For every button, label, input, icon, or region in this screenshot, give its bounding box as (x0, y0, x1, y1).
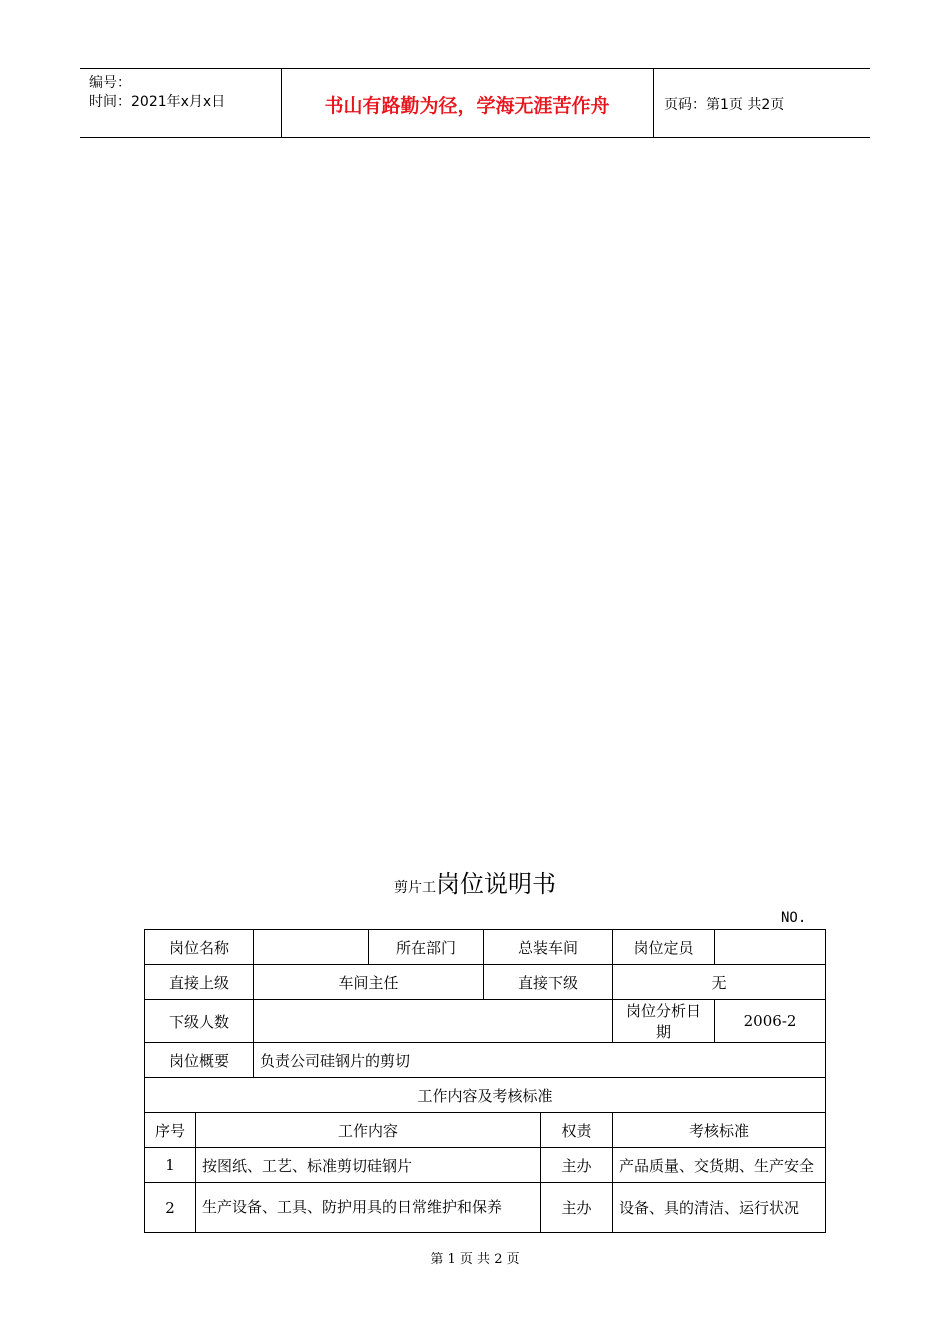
table-cell: 按图纸、工艺、标准剪切硅钢片 (196, 1148, 541, 1183)
section-title: 工作内容及考核标准 (145, 1078, 826, 1113)
table-row (145, 1000, 826, 1043)
table-row (145, 1078, 826, 1113)
table-row (145, 1148, 826, 1183)
table-header-row (145, 1113, 826, 1148)
table-cell: 所在部门 (369, 930, 484, 965)
table-row (145, 1043, 826, 1078)
table-row (145, 1183, 826, 1233)
table-cell: 无 (613, 965, 826, 1000)
table-cell: 总装车间 (484, 930, 613, 965)
table-cell: 负责公司硅钢片的剪切 (254, 1043, 826, 1078)
table-cell: 产品质量、交货期、生产安全 (613, 1148, 826, 1183)
job-description-table (144, 929, 826, 1233)
number-label: NO. (781, 910, 807, 926)
table-cell: 主办 (541, 1148, 613, 1183)
title-main: 岗位说明书 (436, 870, 556, 898)
table-cell: 下级人数 (145, 1000, 254, 1043)
header-motto-cell (281, 69, 654, 137)
table-cell: 岗位名称 (145, 930, 254, 965)
table-cell (254, 930, 369, 965)
table-row (145, 930, 826, 965)
table-cell: 设备、具的清洁、运行状况 (613, 1183, 826, 1233)
table-cell (715, 930, 826, 965)
table-cell: 岗位概要 (145, 1043, 254, 1078)
column-header: 序号 (145, 1113, 196, 1148)
table-cell: 2 (145, 1183, 196, 1233)
header-page-cell (654, 69, 870, 137)
page-header (80, 68, 870, 138)
table-cell: 岗位分析日期 (613, 1000, 715, 1043)
table-cell (254, 1000, 613, 1043)
table-cell: 车间主任 (254, 965, 484, 1000)
table-cell: 主办 (541, 1183, 613, 1233)
table-cell: 直接下级 (484, 965, 613, 1000)
table-cell: 直接上级 (145, 965, 254, 1000)
table-row (145, 965, 826, 1000)
column-header: 考核标准 (613, 1113, 826, 1148)
table-cell: 2006-2 (715, 1000, 826, 1043)
table-cell: 1 (145, 1148, 196, 1183)
document-title (0, 864, 950, 899)
document-number-label: 编号： (89, 75, 131, 91)
header-meta-cell (80, 69, 282, 137)
page-indicator: 页码：第1页 共2页 (664, 97, 785, 113)
motto-text: 书山有路勤为径，学海无涯苦作舟 (324, 95, 610, 117)
column-header: 工作内容 (196, 1113, 541, 1148)
table-cell: 岗位定员 (613, 930, 715, 965)
document-date-label: 时间：2021年x月x日 (89, 94, 226, 110)
table-cell: 生产设备、工具、防护用具的日常维护和保养 (196, 1183, 541, 1233)
column-header: 权责 (541, 1113, 613, 1148)
title-prefix: 剪片工 (394, 880, 436, 896)
page-footer: 第 1 页 共 2 页 (430, 1252, 520, 1267)
